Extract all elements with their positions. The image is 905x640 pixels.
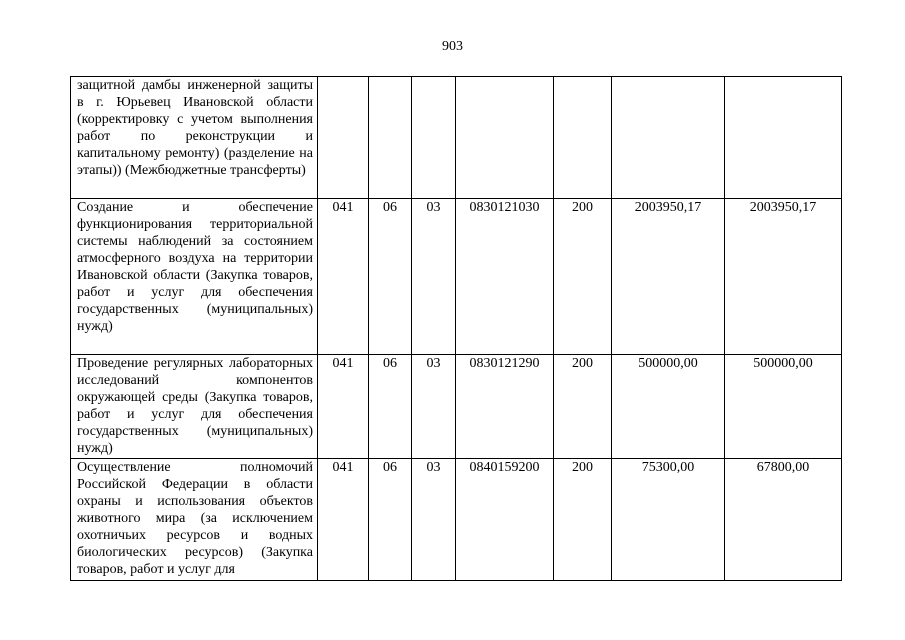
cell-section: 06 (369, 355, 412, 459)
cell-sum-2 (725, 77, 842, 199)
cell-expense-type: 200 (554, 355, 612, 459)
cell-sum-2: 67800,00 (725, 459, 842, 581)
cell-expense-type (554, 77, 612, 199)
cell-grbs: 041 (318, 459, 369, 581)
cell-section (369, 77, 412, 199)
cell-grbs: 041 (318, 199, 369, 355)
row-description: защитной дамбы инженерной защиты в г. Юрьевец Ивановской области (корректировку с учетом выполнения работ по реконструкции и капитальному ремонту) (разделение на этапы)) (Межбюджетные трансферты) (71, 77, 318, 199)
cell-target-article: 0830121030 (456, 199, 554, 355)
table-row (71, 199, 842, 355)
cell-sum-1: 500000,00 (612, 355, 725, 459)
cell-subsection: 03 (412, 199, 456, 355)
cell-grbs: 041 (318, 355, 369, 459)
page-number: 903 (442, 39, 463, 54)
cell-section: 06 (369, 459, 412, 581)
cell-expense-type: 200 (554, 199, 612, 355)
table-row (71, 355, 842, 459)
row-description: Осуществление полномочий Российской Федерации в области охраны и использования объектов животного мира (за исключением охотничьих ресурсов и водных биологических ресурсов) (Закупка товаров, работ и услуг для (71, 459, 318, 581)
cell-sum-1: 2003950,17 (612, 199, 725, 355)
cell-sum-2: 500000,00 (725, 355, 842, 459)
table-row (71, 459, 842, 581)
table-row (71, 77, 842, 199)
cell-target-article: 0830121290 (456, 355, 554, 459)
budget-table (70, 76, 842, 581)
cell-subsection (412, 77, 456, 199)
row-description: Создание и обеспечение функционирования территориальной системы наблюдений за состоянием атмосферного воздуха на территории Ивановской области (Закупка товаров, работ и услуг для обеспечения государственных (муниципальных) нужд) (71, 199, 318, 355)
cell-target-article (456, 77, 554, 199)
cell-sum-1: 75300,00 (612, 459, 725, 581)
row-description: Проведение регулярных лабораторных исследований компонентов окружающей среды (Закупка товаров, работ и услуг для обеспечения государственных (муниципальных) нужд) (71, 355, 318, 459)
cell-subsection: 03 (412, 355, 456, 459)
cell-section: 06 (369, 199, 412, 355)
cell-sum-1 (612, 77, 725, 199)
cell-expense-type: 200 (554, 459, 612, 581)
cell-subsection: 03 (412, 459, 456, 581)
cell-grbs (318, 77, 369, 199)
cell-target-article: 0840159200 (456, 459, 554, 581)
cell-sum-2: 2003950,17 (725, 199, 842, 355)
